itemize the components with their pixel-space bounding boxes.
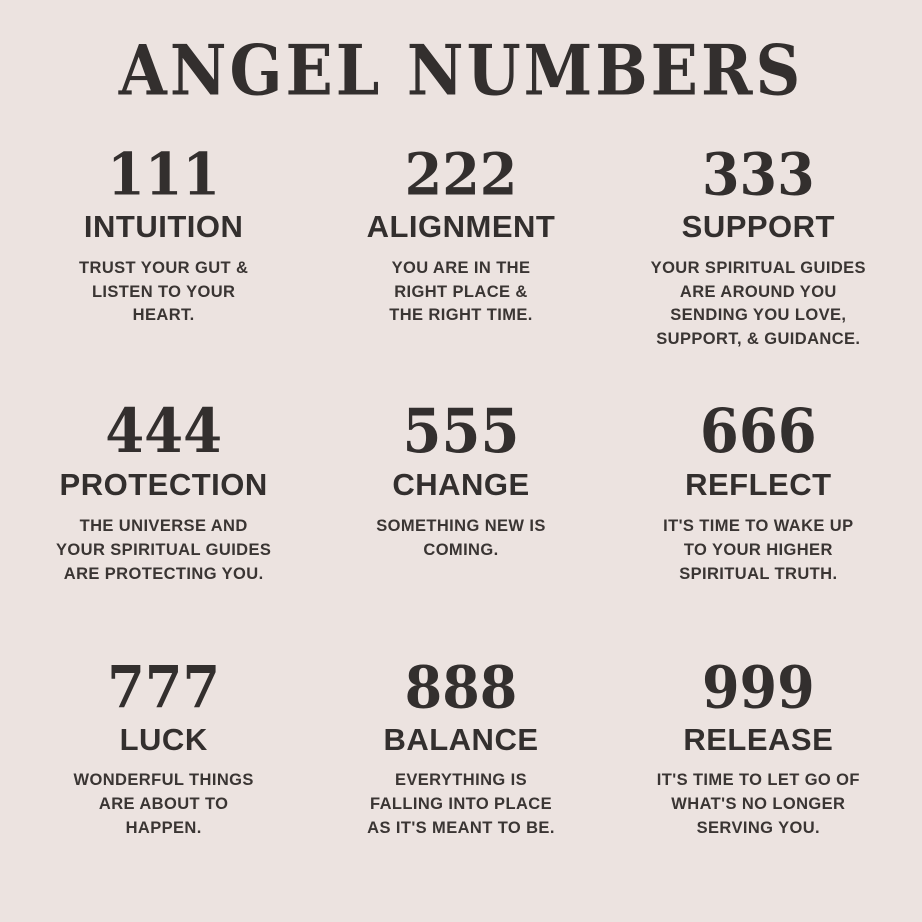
description-line: IT'S TIME TO WAKE UP <box>663 516 854 535</box>
angel-number-card-111 <box>18 139 309 395</box>
angel-number-value: 333 <box>701 139 815 209</box>
description-line: WONDERFUL THINGS <box>73 771 254 790</box>
angel-number-card-666 <box>613 395 904 651</box>
angel-number-card-555 <box>315 395 606 651</box>
angel-number-value: 666 <box>699 395 817 468</box>
description-line: SUPPORT, & GUIDANCE. <box>656 330 861 349</box>
description-line: YOU ARE IN THE <box>391 258 531 277</box>
angel-number-keyword: CHANGE <box>392 467 530 503</box>
angel-number-description <box>367 769 555 841</box>
description-line: RIGHT PLACE & <box>394 282 528 301</box>
angel-number-keyword: PROTECTION <box>59 467 268 503</box>
description-line: ARE PROTECTING YOU. <box>63 564 264 583</box>
page-title: ANGEL NUMBERS <box>118 29 804 112</box>
description-line: AS IT'S MEANT TO BE. <box>367 819 555 838</box>
angel-number-card-888 <box>315 652 606 908</box>
angel-number-description <box>376 515 546 563</box>
angel-number-description <box>663 515 853 587</box>
angel-number-keyword: SUPPORT <box>681 209 835 245</box>
angel-number-value: 888 <box>404 652 518 722</box>
angel-number-description <box>651 257 866 353</box>
description-line: TRUST YOUR GUT & <box>79 258 249 277</box>
angel-number-keyword: ALIGNMENT <box>366 209 556 245</box>
angel-number-value: 777 <box>107 652 221 722</box>
angel-number-value: 444 <box>105 395 223 468</box>
angel-number-value: 999 <box>701 652 815 722</box>
angel-number-keyword: RELEASE <box>683 721 834 757</box>
description-line: LISTEN TO YOUR <box>91 282 236 301</box>
angel-number-card-333 <box>613 139 904 395</box>
angel-number-card-777 <box>18 652 309 908</box>
description-line: EVERYTHING IS <box>394 771 527 790</box>
description-line: HEART. <box>132 306 195 325</box>
description-line: SOMETHING NEW IS <box>376 516 546 535</box>
angel-number-description <box>657 769 860 841</box>
description-line: FALLING INTO PLACE <box>370 795 552 814</box>
angel-number-keyword: INTUITION <box>83 209 244 245</box>
angel-number-value: 111 <box>107 139 221 209</box>
description-line: THE RIGHT TIME. <box>389 306 533 325</box>
angel-number-card-222 <box>315 139 606 395</box>
description-line: ARE AROUND YOU <box>679 282 837 301</box>
description-line: YOUR SPIRITUAL GUIDES <box>650 258 866 277</box>
description-line: IT'S TIME TO LET GO OF <box>656 771 860 790</box>
description-line: TO YOUR HIGHER <box>683 540 833 559</box>
description-line: COMING. <box>423 540 499 559</box>
angel-number-description <box>389 257 533 329</box>
description-line: YOUR SPIRITUAL GUIDES <box>56 540 272 559</box>
angel-number-description <box>74 769 254 841</box>
angel-number-keyword: REFLECT <box>685 467 832 503</box>
description-line: SPIRITUAL TRUTH. <box>679 564 838 583</box>
angel-number-description <box>79 257 248 329</box>
description-line: THE UNIVERSE AND <box>79 516 248 535</box>
description-line: ARE ABOUT TO <box>98 795 229 814</box>
angel-number-value: 555 <box>402 395 520 468</box>
description-line: SERVING YOU. <box>696 819 821 838</box>
angel-number-value: 222 <box>404 139 518 209</box>
angel-number-keyword: BALANCE <box>383 721 539 757</box>
numbers-grid <box>18 139 904 908</box>
angel-number-keyword: LUCK <box>119 721 208 757</box>
description-line: WHAT'S NO LONGER <box>671 795 846 814</box>
angel-number-description <box>56 515 271 587</box>
angel-number-card-444 <box>18 395 309 651</box>
angel-number-card-999 <box>613 652 904 908</box>
description-line: HAPPEN. <box>125 819 202 838</box>
description-line: SENDING YOU LOVE, <box>670 306 847 325</box>
